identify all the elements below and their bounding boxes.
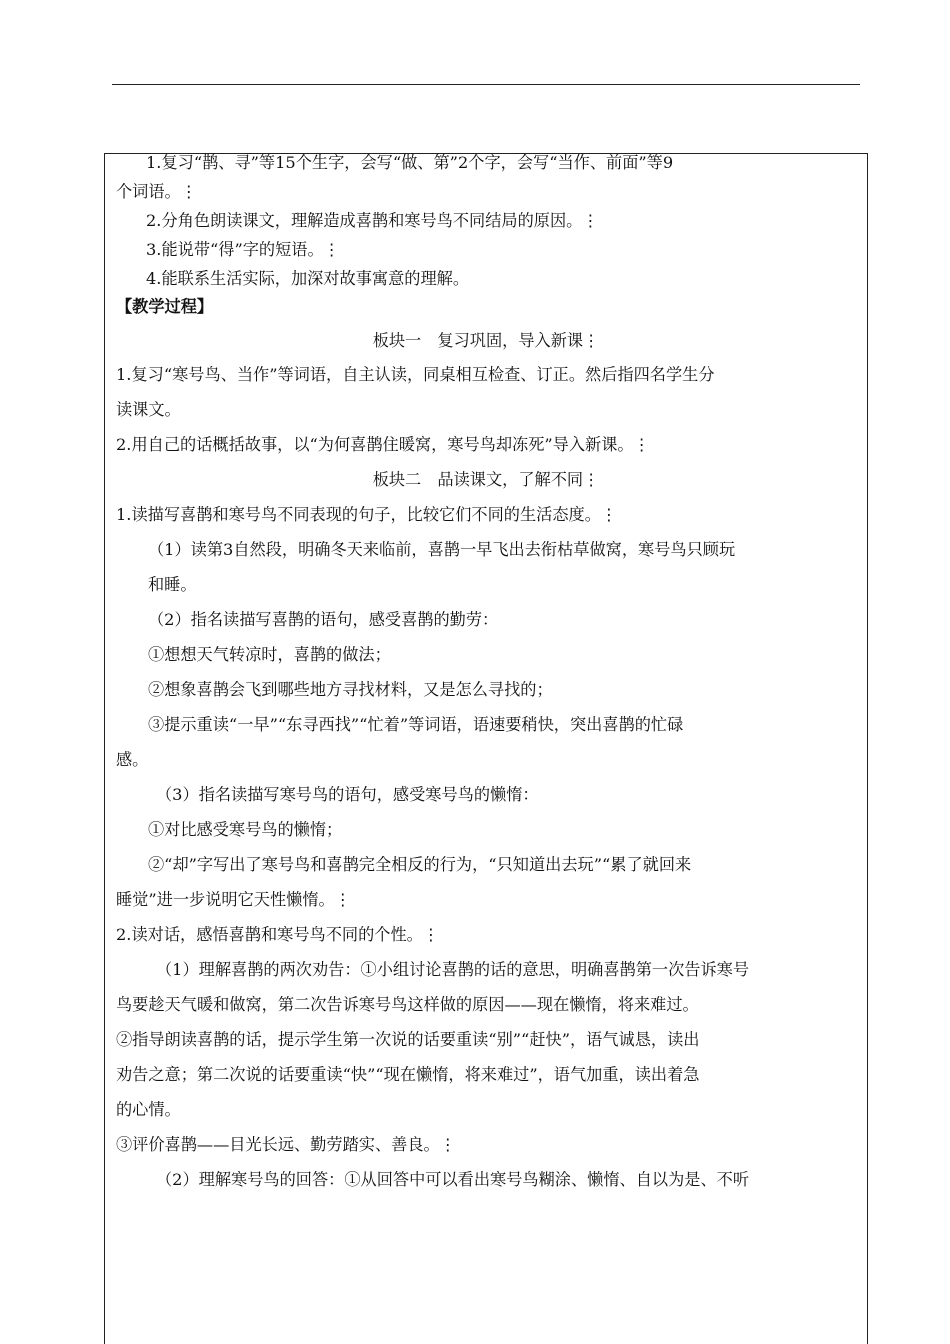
section2-line-14: （1）理解喜鹊的两次劝告：①小组讨论喜鹊的话的意思，明确喜鹊第一次告诉寒号 [156,960,750,979]
section2-line-6: ②想象喜鹊会飞到哪些地方寻找材料，又是怎么寻找的； [148,680,553,699]
section2-line-20: （2）理解寒号鸟的回答：①从回答中可以看出寒号鸟糊涂、懒惰、自以为是、不听 [156,1170,750,1189]
section2-line-9: （3）指名读描写寒号鸟的语句，感受寒号鸟的懒惰： [156,785,539,804]
section2-line-4: （2）指名读描写喜鹊的语句，感受喜鹊的勤劳： [148,610,499,629]
section2-line-8: 感。 [116,750,149,769]
header-rule [112,84,860,85]
section1-line-1: 1.复习“寒号鸟、当作”等词语，自主认读，同桌相互检查、订正。然后指四名学生分 [116,365,715,384]
section2-line-7: ③提示重读“一早”“东寻西找”“忙着”等词语，语速要稍快，突出喜鹊的忙碌 [148,715,684,734]
section2-line-12: 睡觉”进一步说明它天性懒惰。⋮ [116,890,351,909]
section1-line-3: 2.用自己的话概括故事，以“为何喜鹊住暖窝，寒号鸟却冻死”导入新课。⋮ [116,435,650,454]
section2-line-11: ②“却”字写出了寒号鸟和喜鹊完全相反的行为，“只知道出去玩”“累了就回来 [148,855,692,874]
section1-title: 板块一 复习巩固，导入新课⋮ [372,331,600,350]
section2-line-5: ①想想天气转凉时，喜鹊的做法； [148,645,391,664]
objective-line-4: 3.能说带“得”字的短语。⋮ [146,240,340,259]
section2-line-3: 和睡。 [148,575,197,594]
section2-line-18: 的心情。 [116,1100,181,1119]
objective-line-2: 个词语。⋮ [116,182,197,201]
section2-title: 板块二 品读课文，了解不同⋮ [372,470,600,489]
section2-line-15: 鸟要趁天气暖和做窝，第二次告诉寒号鸟这样做的原因——现在懒惰，将来难过。 [116,995,699,1014]
section2-line-13: 2.读对话，感悟喜鹊和寒号鸟不同的个性。⋮ [116,925,440,944]
objective-line-5: 4.能联系生活实际，加深对故事寓意的理解。 [146,269,470,288]
section2-line-17: 劝告之意；第二次说的话要重读“快”“现在懒惰，将来难过”，语气加重，读出着急 [116,1065,700,1084]
process-heading: 【教学过程】 [116,297,214,316]
section2-line-19: ③评价喜鹊——目光长远、勤劳踏实、善良。⋮ [116,1135,456,1154]
objective-line-1: 1.复习“鹊、寻”等15个生字，会写“做、第”2个字，会写“当作、前面”等9 [146,153,674,172]
objective-line-3: 2.分角色朗读课文，理解造成喜鹊和寒号鸟不同结局的原因。⋮ [146,211,599,230]
section2-line-1: 1.读描写喜鹊和寒号鸟不同表现的句子，比较它们不同的生活态度。⋮ [116,505,618,524]
section2-line-10: ①对比感受寒号鸟的懒惰； [148,820,343,839]
section2-line-2: （1）读第3自然段，明确冬天来临前，喜鹊一早飞出去衔枯草做窝，寒号鸟只顾玩 [148,540,736,559]
section1-line-2: 读课文。 [116,400,181,419]
section2-line-16: ②指导朗读喜鹊的话，提示学生第一次说的话要重读“别”“赶快”，语气诚恳，读出 [116,1030,700,1049]
